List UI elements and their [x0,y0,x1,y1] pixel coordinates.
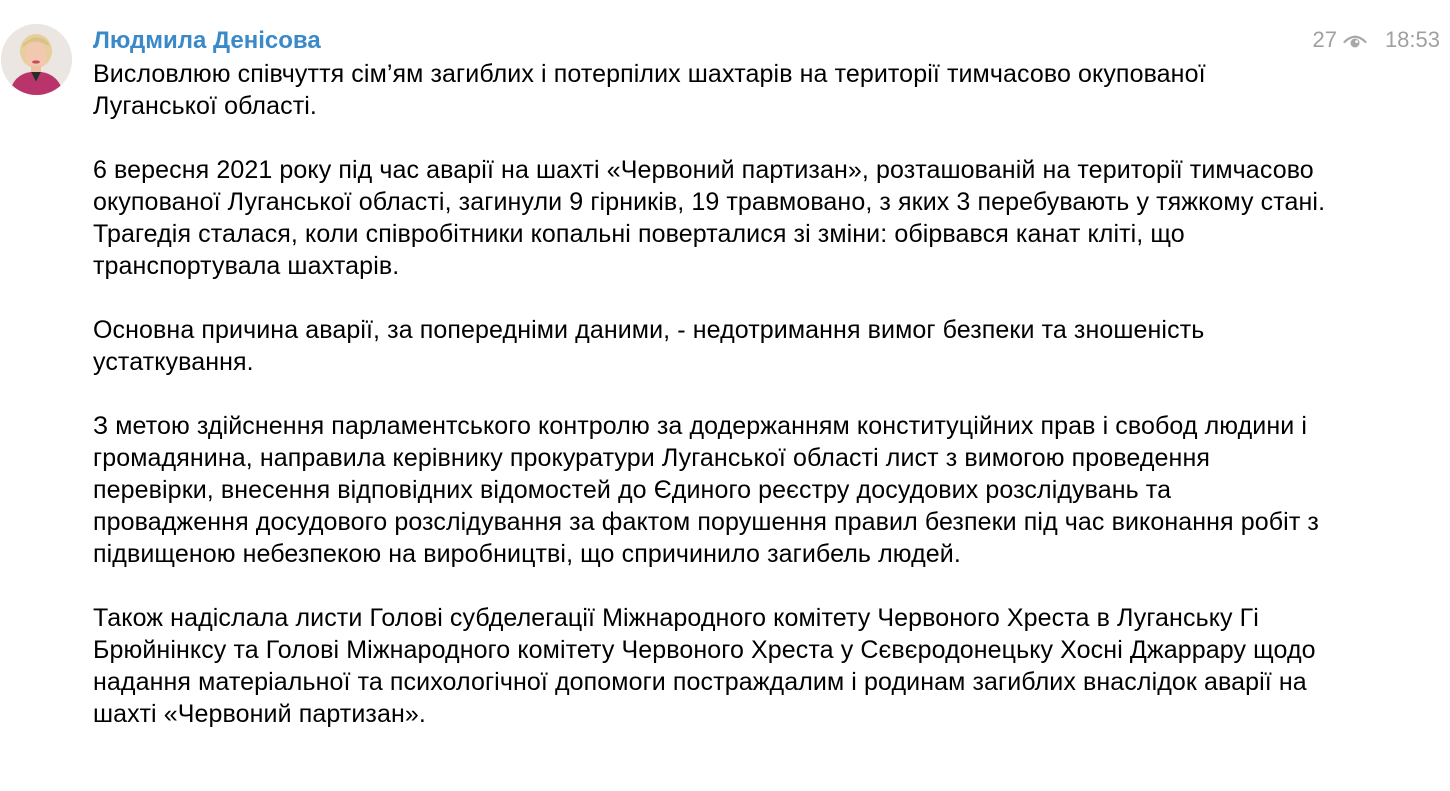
message-paragraph: Висловлюю співчуття сім’ям загиблих і потерпілих шахтарів на території тимчасово окупованої Луганської області. [93,60,1206,120]
message-paragraph: Основна причина аварії, за попередніми даними, - недотримання вимог безпеки та зношеність устаткування. [93,316,1205,376]
views-count: 27 [1312,27,1337,52]
author-name[interactable]: Людмила Денісова [93,27,321,54]
message-paragraph: Також надіслала листи Голові субделегації Міжнародного комітету Червоного Хреста в Луганську Гі Брюйнінксу та Голові Міжнародного комітету Червоного Хреста у Сєвєродонецьку Хосні Джаррару щодо надання матеріальної та психологічної допомоги постраждалим і родинам загиблих внаслідок аварії на шахті «Червоний партизан». [93,604,1316,728]
message-text [93,58,1333,730]
message-paragraph: З метою здійснення парламентського контролю за додержанням конституційних прав і свобод людини і громадянина, направила керівнику прокуратури Луганської області лист з вимогою проведення перевірки, внесення відповідних відомостей до Єдиного реєстру досудових розслідувань та провадження досудового розслідування за фактом порушення правил безпеки під час виконання робіт з підвищеною небезпекою на виробництві, що спричинило загибель людей. [93,412,1319,568]
eye-icon [1343,31,1367,49]
message-bubble [93,26,1333,730]
person-avatar-icon [1,24,72,95]
message-paragraph: 6 вересня 2021 року під час аварії на шахті «Червоний партизан», розташованій на території тимчасово окупованої Луганської області, загинули 9 гірників, 19 травмовано, з яких 3 перебувають у тяжкому стані. Трагедія сталася, коли співробітники копальні поверталися зі зміни: обірвався канат кліті, що транспортувала шахтарів. [93,156,1326,280]
author-avatar[interactable] [1,24,72,95]
post-time: 18:53 [1384,27,1440,52]
